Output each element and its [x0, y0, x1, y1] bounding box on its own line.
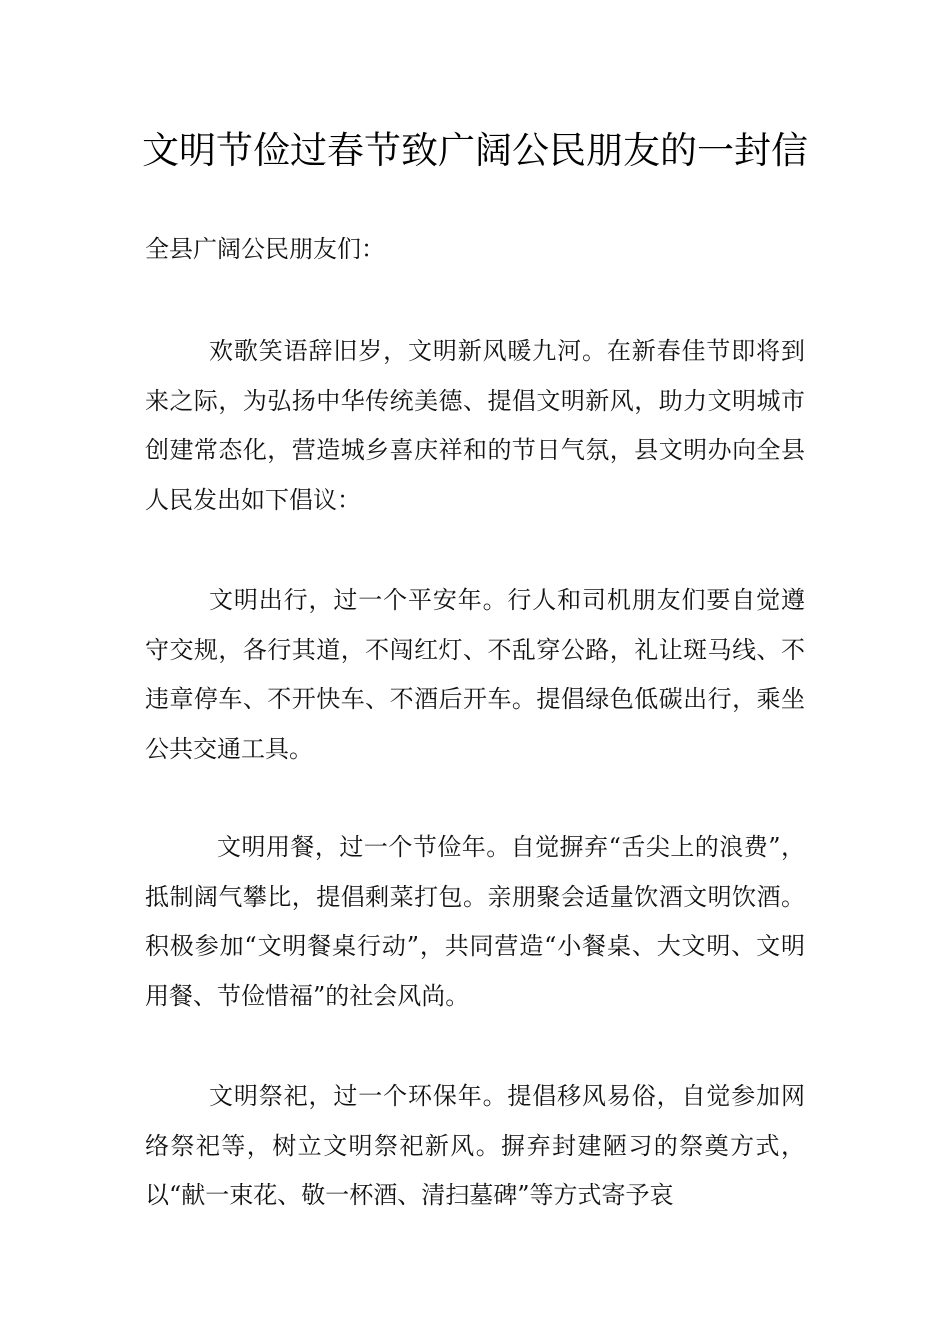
- paragraph-travel: 文明出行，过一个平安年。行人和司机朋友们要自觉遵守交规，各行其道，不闯红灯、不乱穿公路，礼让斑马线、不违章停车、不开快车、不酒后开车。提倡绿色低碳出行，乘坐公共交通工具。: [145, 586, 805, 763]
- salutation: 全县广阔公民朋友们：: [145, 235, 385, 263]
- paragraph-intro: 欢歌笑语辞旧岁，文明新风暖九河。在新春佳节即将到来之际，为弘扬中华传统美德、提倡文明新风，助力文明城市创建常态化，营造城乡喜庆祥和的节日气氛，县文明办向全县人民发出如下倡议：: [145, 337, 805, 514]
- document-title: 文明节俭过春节致广阔公民朋友的一封信: [142, 129, 808, 172]
- paragraph-memorial: 文明祭祀，过一个环保年。提倡移风易俗，自觉参加网络祭祀等，树立文明祭祀新风。摒弃封建陋习的祭奠方式，以“献一束花、敬一杯酒、清扫墓碑”等方式寄予哀: [145, 1082, 805, 1209]
- paragraph-dining: 文明用餐，过一个节俭年。自觉摒弃“舌尖上的浪费”，抵制阔气攀比，提倡剩菜打包。亲朋聚会适量饮酒文明饮酒。积极参加“文明餐桌行动”，共同营造“小餐桌、大文明、文明用餐、节俭惜福”的社会风尚。: [145, 833, 805, 1010]
